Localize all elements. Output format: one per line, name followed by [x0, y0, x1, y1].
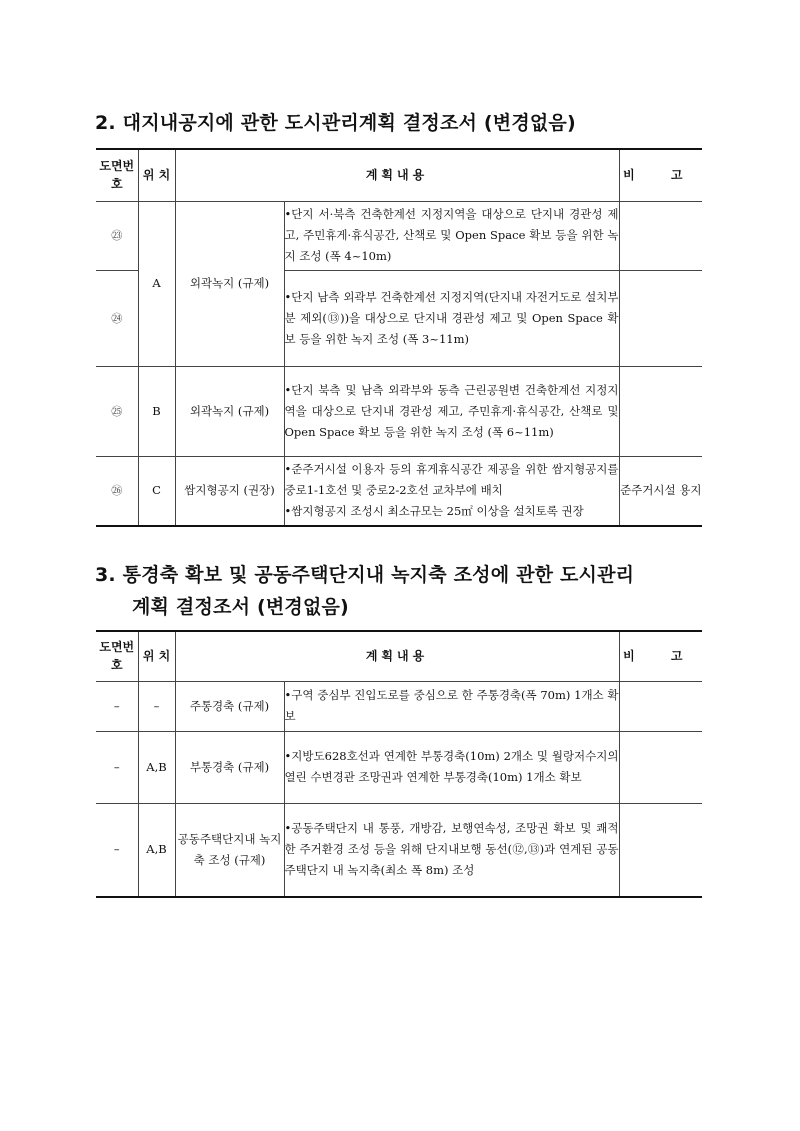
header-location: 위 치: [138, 631, 175, 681]
plan-content-item: • 지방도628호선과 연계한 부통경축(10m) 2개소 및 월랑저수지의 열린 수변경관 조망권과 연계한 부통경축(10m) 1개소 확보: [285, 746, 619, 788]
section-3-title-line-2: 계획 결정조서 (변경없음): [132, 596, 349, 618]
drawing-number-cell: –: [96, 731, 138, 803]
open-space-type-cell: 쌈지형공지 (권장): [175, 456, 284, 526]
note-cell: [619, 731, 702, 803]
drawing-number-cell: [96, 456, 138, 526]
header-note: 비 고: [619, 149, 702, 201]
note-cell: [619, 270, 702, 366]
plan-content-item: • 공동주택단지 내 통풍, 개방감, 보행연속성, 조망권 확보 및 쾌적한 주거환경 조성 등을 위해 단지내보행 동선(⑫,⑬)과 연계된 공동주택단지 내 녹지축(최소 폭 8m) 조성: [285, 818, 619, 881]
corridor-type-cell: 공동주택단지내 녹지축 조성 (규제): [175, 803, 284, 897]
section-2-title: 2. 대지내공지에 관한 도시관리계획 결정조서 (변경없음): [95, 112, 576, 134]
section-3-title-line-1: 3. 통경축 확보 및 공동주택단지내 녹지축 조성에 관한 도시관리: [95, 564, 635, 586]
table-row: [96, 366, 702, 456]
table-row: [96, 731, 702, 803]
plan-content-item: • 단지 서·북측 건축한계선 지정지역을 대상으로 단지내 경관성 제고, 주민휴게·휴식공간, 산책로 및 Open Space 확보 등을 위한 녹지 조성 (폭 4~10m): [285, 204, 619, 267]
plan-content-item: • 구역 중심부 진입도로를 중심으로 한 주통경축(폭 70m) 1개소 확보: [285, 685, 619, 727]
plan-content-cell: [284, 731, 619, 803]
location-cell: A: [138, 201, 175, 366]
drawing-number: ㉔: [111, 311, 123, 325]
drawing-number-cell: [96, 270, 138, 366]
plan-content-item: • 단지 남측 외곽부 건축한계선 지정지역(단지내 자전거도로 설치부분 제외(⑬))을 대상으로 단지내 경관성 제고 및 Open Space 확보 등을 위한 녹지 조성 (폭 3~11m): [285, 287, 619, 350]
table-row: [96, 456, 702, 526]
drawing-number: ㉓: [111, 229, 123, 242]
location-cell: A,B: [138, 731, 175, 803]
drawing-number-cell: –: [96, 681, 138, 731]
plan-content-cell: [284, 803, 619, 897]
open-space-type-cell: 외곽녹지 (규제): [175, 201, 284, 366]
header-note: 비 고: [619, 631, 702, 681]
drawing-number: ㉕: [111, 404, 123, 418]
note-cell: [619, 201, 702, 270]
note-cell: [619, 366, 702, 456]
plan-content-item: • 쌈지형공지 조성시 최소규모는 25㎡ 이상을 설치토록 권장: [285, 501, 619, 522]
header-drawing-number: 도면번호: [96, 631, 138, 681]
note-cell: [619, 803, 702, 897]
table-row: [96, 201, 702, 270]
drawing-number-cell: [96, 366, 138, 456]
header-plan-content: 계획내용: [175, 631, 619, 681]
drawing-number-cell: –: [96, 803, 138, 897]
plan-content-item: • 단지 북측 및 남측 외곽부와 동측 근린공원변 건축한계선 지정지역을 대상으로 단지내 경관성 제고, 주민휴게·휴식공간, 산책로 및 Open Space 확보 등을 위한 녹지 조성 (폭 6~11m): [285, 380, 619, 443]
corridor-type-cell: 부통경축 (규제): [175, 731, 284, 803]
plan-content-cell: [284, 456, 619, 526]
plan-content-cell: [284, 366, 619, 456]
note-cell: 준주거시설 용지: [619, 456, 702, 526]
location-cell: C: [138, 456, 175, 526]
view-corridor-decision-table: [96, 630, 702, 898]
table-header-row: [96, 149, 702, 201]
table-row: [96, 803, 702, 897]
table-row: [96, 681, 702, 731]
open-space-decision-table: [96, 148, 702, 527]
header-plan-content: 계획내용: [175, 149, 619, 201]
corridor-type-cell: 주통경축 (규제): [175, 681, 284, 731]
header-location: 위 치: [138, 149, 175, 201]
open-space-type-cell: 외곽녹지 (규제): [175, 366, 284, 456]
note-cell: [619, 681, 702, 731]
drawing-number-cell: [96, 201, 138, 270]
location-cell: –: [138, 681, 175, 731]
location-cell: B: [138, 366, 175, 456]
plan-content-cell: [284, 681, 619, 731]
drawing-number: ㉖: [111, 484, 123, 498]
location-cell: A,B: [138, 803, 175, 897]
plan-content-cell: [284, 201, 619, 270]
header-drawing-number: 도면번호: [96, 149, 138, 201]
plan-content-cell: [284, 270, 619, 366]
plan-content-item: • 준주거시설 이용자 등의 휴게휴식공간 제공을 위한 쌈지형공지를 중로1-1호선 및 중로2-2호선 교차부에 배치: [285, 459, 619, 501]
table-header-row: [96, 631, 702, 681]
